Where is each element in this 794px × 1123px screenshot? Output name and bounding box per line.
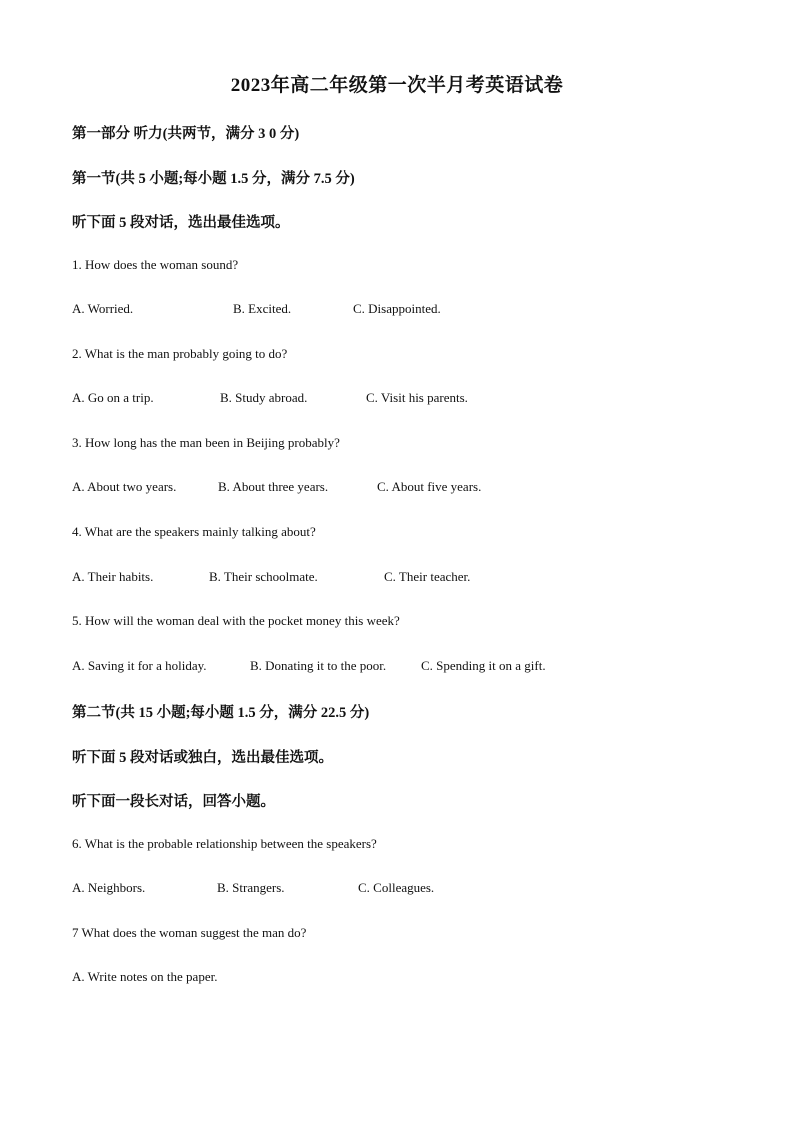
question-1: 1. How does the woman sound? [72,257,239,272]
q3-option-a: A. About two years. [72,479,177,494]
q4-option-c: C. Their teacher. [384,569,471,584]
q3-option-b: B. About three years. [218,479,329,494]
section1-instruction: 听下面 5 段对话，选出最佳选项。 [72,215,290,231]
q5-option-a: A. Saving it for a holiday. [72,658,207,673]
q7-option-a: A. Write notes on the paper. [72,969,218,984]
question-2: 2. What is the man probably going to do? [72,346,288,361]
question-3: 3. How long has the man been in Beijing probably? [72,435,340,450]
q1-option-c: C. Disappointed. [353,301,441,316]
question-6: 6. What is the probable relationship between the speakers? [72,836,377,851]
q6-option-b: B. Strangers. [217,880,285,895]
section2-instruction: 听下面 5 段对话或独白，选出最佳选项。 [72,750,333,766]
q2-option-b: B. Study abroad. [220,390,308,405]
q5-option-b: B. Donating it to the poor. [250,658,387,673]
q4-option-b: B. Their schoolmate. [209,569,318,584]
q1-option-a: A. Worried. [72,301,134,316]
q4-option-a: A. Their habits. [72,569,154,584]
question-5: 5. How will the woman deal with the pocket money this week? [72,613,400,628]
q6-option-a: A. Neighbors. [72,880,146,895]
section1-heading: 第一节(共 5 小题;每小题 1.5 分，满分 7.5 分) [72,171,355,187]
q2-option-c: C. Visit his parents. [366,390,468,405]
q3-option-c: C. About five years. [377,479,482,494]
long-dialogue-instruction: 听下面一段长对话，回答小题。 [72,794,275,810]
q5-option-c: C. Spending it on a gift. [421,658,546,673]
section2-heading: 第二节(共 15 小题;每小题 1.5 分，满分 22.5 分) [72,705,370,721]
part1-heading: 第一部分 听力(共两节，满分 3 0 分) [72,126,300,142]
question-4: 4. What are the speakers mainly talking about? [72,524,316,539]
exam-title: 2023年高二年级第一次半月考英语试卷 [230,75,564,96]
q6-option-c: C. Colleagues. [358,880,435,895]
q1-option-b: B. Excited. [233,301,292,316]
question-7: 7 What does the woman suggest the man do? [72,925,307,940]
q2-option-a: A. Go on a trip. [72,390,154,405]
